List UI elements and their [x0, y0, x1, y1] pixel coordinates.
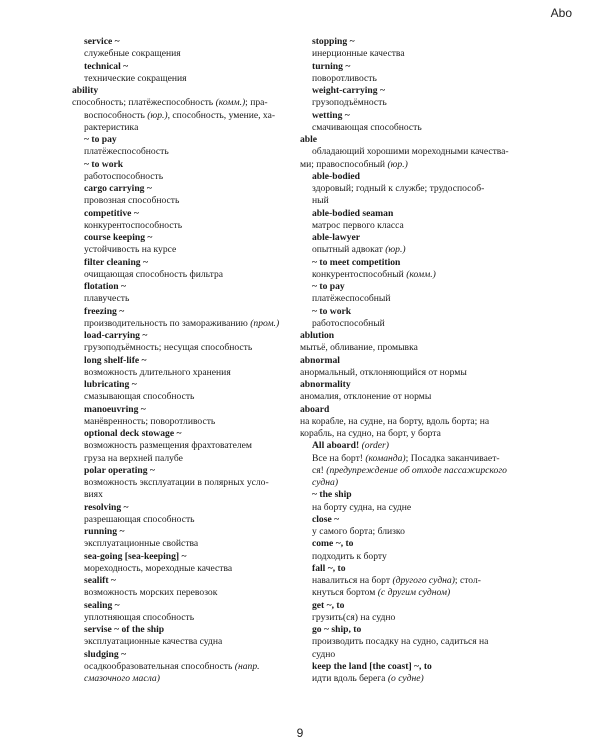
entry-text: разрешающая способность — [84, 513, 195, 525]
entry-text: эксплуатационные свойства — [84, 538, 199, 550]
entry-text: очищающая способность фильтра — [84, 268, 224, 280]
entry-text: able-lawyer — [312, 232, 360, 243]
usage-note: (другого судна) — [392, 575, 455, 586]
entry-text: competitive ~ — [84, 207, 139, 219]
subentry — [72, 502, 300, 514]
entry-text: смазывающая способность — [84, 391, 195, 403]
entry-text: able — [300, 134, 318, 145]
entry-text: ablution — [300, 330, 335, 341]
entry-text: filter cleaning ~ — [84, 256, 148, 268]
usage-note: смазочного масла) — [84, 673, 160, 684]
entry-text: способность; платёжеспособность — [72, 97, 216, 109]
usage-note: (предупреждение об отходе пассажирского — [326, 464, 507, 476]
definition-line — [300, 97, 528, 109]
headword — [300, 330, 528, 342]
subentry — [72, 355, 300, 367]
entry-text: sealift ~ — [84, 575, 116, 586]
subentry — [72, 465, 300, 477]
entry-text: смачивающая способность — [312, 121, 422, 133]
entry-text: анормальный, отклоняющийся от нормы — [300, 366, 467, 378]
entry-text: матрос первого класса — [312, 219, 404, 231]
entry-text: manoeuvring ~ — [84, 403, 146, 415]
definition-line — [72, 563, 300, 575]
definition-line — [72, 318, 300, 330]
entry-text: уплотняющая способность — [84, 611, 195, 623]
subentry — [300, 306, 528, 318]
definition-line — [72, 342, 300, 354]
entry-text: провозная способность — [84, 195, 180, 207]
subentry — [72, 428, 300, 440]
subentry — [72, 61, 300, 73]
usage-note: судна) — [312, 477, 339, 488]
definition-line — [72, 244, 300, 256]
entry-text: course keeping ~ — [84, 232, 153, 243]
subentry — [300, 232, 528, 244]
subentry — [300, 661, 528, 673]
entry-text: аномалия, отклонение от нормы — [300, 391, 432, 403]
entry-text: sealing ~ — [84, 599, 120, 611]
definition-line — [300, 673, 528, 685]
entry-text: работоспособный — [312, 317, 385, 329]
definition-line — [300, 551, 528, 563]
entry-text: abnormality — [300, 379, 351, 390]
usage-note: (юр.) — [147, 109, 168, 121]
subentry — [300, 61, 528, 73]
subentry — [72, 379, 300, 391]
subentry — [300, 208, 528, 220]
entry-text: technical ~ — [84, 60, 129, 72]
entry-text: корабль, на судно, на борт, у борта — [300, 428, 441, 439]
usage-note: (с другим судном) — [377, 587, 451, 599]
entry-text: load-carrying ~ — [84, 330, 148, 341]
entry-text: производительность по замораживанию — [84, 317, 251, 329]
entry-text: служебные сокращения — [84, 48, 181, 60]
subentry — [300, 257, 528, 269]
subentry — [72, 36, 300, 48]
entry-text: платёжеспособность — [84, 146, 169, 158]
entry-text: обладающий хорошими мореходными качества- — [312, 146, 509, 158]
definition-line — [72, 367, 300, 379]
definition-line — [300, 575, 528, 587]
definition-line — [300, 367, 528, 379]
definition-line — [300, 453, 528, 465]
definition-line — [300, 428, 528, 440]
entry-text: навалиться на борт — [312, 575, 393, 586]
definition-line — [72, 612, 300, 624]
entry-text: эксплуатационные качества судна — [84, 636, 223, 648]
subentry — [300, 624, 528, 636]
subentry — [72, 281, 300, 293]
definition-line — [300, 587, 528, 599]
running-head: Abo — [550, 6, 572, 20]
definition-line — [300, 122, 528, 134]
entry-text: sludging ~ — [84, 648, 127, 660]
subentry — [72, 232, 300, 244]
entry-text: мореходность, мореходные качества — [84, 562, 233, 574]
entry-text: fall ~, to — [312, 562, 346, 574]
definition-line — [300, 195, 528, 207]
definition-line — [300, 649, 528, 661]
entry-text: close ~ — [312, 513, 340, 525]
entry-text: грузоподъёмность — [312, 97, 387, 109]
entry-text: инерционные качества — [312, 48, 405, 60]
definition-line — [300, 269, 528, 281]
entry-text: ся! — [312, 464, 327, 476]
entry-text: running ~ — [84, 526, 125, 537]
usage-note: (команда) — [365, 452, 406, 464]
definition-line — [300, 465, 528, 477]
entry-text: здоровый; годный к службе; трудоспособ- — [312, 183, 485, 194]
subentry — [300, 538, 528, 550]
subentry — [72, 257, 300, 269]
headword — [300, 134, 528, 146]
definition-line — [300, 293, 528, 305]
entry-text: возможность длительного хранения — [84, 366, 231, 378]
definition-line — [72, 220, 300, 232]
definition-line — [72, 110, 300, 122]
entry-text: ~ the ship — [312, 489, 352, 501]
entry-text: able-bodied — [312, 170, 360, 182]
entry-text: optional deck stowage ~ — [84, 428, 182, 439]
subentry — [300, 563, 528, 575]
entry-text: All aboard! — [312, 440, 362, 452]
entry-text: stopping ~ — [312, 36, 355, 47]
entry-text: конкурентоспособность — [84, 219, 183, 231]
definition-line — [72, 673, 300, 685]
definition-line — [300, 636, 528, 648]
definition-line — [72, 269, 300, 281]
entry-text: груза на верхней палубе — [84, 452, 183, 464]
usage-note: (юр.) — [387, 158, 408, 170]
subentry — [72, 575, 300, 587]
definition-line — [300, 502, 528, 514]
entry-text: sea-going [sea-keeping] ~ — [84, 550, 187, 562]
entry-text: устойчивость на курсе — [84, 244, 177, 256]
subentry — [300, 514, 528, 526]
entry-text: able-bodied seaman — [312, 207, 394, 219]
entry-text: get ~, to — [312, 599, 345, 611]
entry-text: freezing ~ — [84, 305, 125, 317]
headword — [300, 404, 528, 416]
subentry — [300, 85, 528, 97]
entry-text: ~ to pay — [84, 134, 117, 145]
definition-line — [300, 183, 528, 195]
entry-text: keep the land [the coast] ~, to — [312, 660, 432, 672]
entry-text: servise ~ of the ship — [84, 624, 165, 635]
subentry — [300, 36, 528, 48]
entry-text: плавучесть — [84, 293, 130, 305]
definition-line — [72, 416, 300, 428]
definition-line — [300, 526, 528, 538]
definition-line — [300, 244, 528, 256]
left-column — [72, 36, 300, 685]
entry-text: рактеристика — [84, 121, 139, 133]
definition-line — [72, 661, 300, 673]
entry-text: поворотливость — [312, 72, 377, 84]
subentry — [300, 600, 528, 612]
definition-line — [300, 391, 528, 403]
entry-text: подходить к борту — [312, 550, 387, 562]
entry-text: cargo carrying ~ — [84, 183, 152, 194]
subentry — [300, 171, 528, 183]
definition-line — [72, 73, 300, 85]
definition-line — [300, 612, 528, 624]
entry-text: go ~ ship, to — [312, 624, 362, 635]
entry-text: polar operating ~ — [84, 464, 155, 476]
headword — [72, 85, 300, 97]
definition-line — [72, 440, 300, 452]
usage-note: (напр. — [234, 660, 260, 672]
entry-text: lubricating ~ — [84, 379, 137, 390]
entry-text: на корабле, на судне, на борту, вдоль борта; на — [300, 415, 490, 427]
entry-text: осадкообразовательная способность — [84, 660, 235, 672]
entry-text: service ~ — [84, 36, 120, 47]
entry-text: ~ to work — [312, 305, 352, 317]
definition-line — [72, 97, 300, 109]
entry-text-cont: ; пра- — [245, 97, 268, 109]
usage-note: (order) — [361, 440, 389, 452]
definition-line — [300, 146, 528, 158]
subentry — [72, 183, 300, 195]
definition-line — [72, 391, 300, 403]
page-number: 9 — [296, 726, 304, 740]
subentry — [72, 624, 300, 636]
entry-text: опытный адвокат — [312, 244, 386, 256]
subentry — [72, 306, 300, 318]
subentry — [300, 110, 528, 122]
entry-text-cont: ; стол- — [454, 575, 481, 586]
usage-note: (пром.) — [250, 317, 280, 329]
entry-text: long shelf-life ~ — [84, 354, 147, 366]
definition-line — [72, 171, 300, 183]
entry-text: технические сокращения — [84, 72, 187, 84]
subentry — [72, 134, 300, 146]
entry-text: abnormal — [300, 354, 340, 366]
subentry — [72, 551, 300, 563]
entry-text: конкурентоспособный — [312, 268, 407, 280]
entry-text: работоспособность — [84, 170, 164, 182]
entry-text: у самого борта; близко — [312, 526, 405, 537]
entry-text: turning ~ — [312, 60, 351, 72]
definition-line — [72, 48, 300, 60]
headword — [300, 379, 528, 391]
entry-text: resolving ~ — [84, 501, 129, 513]
definition-line — [72, 195, 300, 207]
definition-line — [72, 538, 300, 550]
entry-text: возможность размещения фрахтователем — [84, 440, 253, 452]
definition-line — [72, 293, 300, 305]
definition-line — [72, 636, 300, 648]
entry-text: виях — [84, 489, 103, 501]
entry-text: aboard — [300, 403, 330, 415]
definition-line — [300, 159, 528, 171]
subentry — [72, 600, 300, 612]
definition-line — [300, 416, 528, 428]
definition-line — [72, 514, 300, 526]
entry-text: судно — [312, 648, 336, 660]
entry-text: идти вдоль берега — [312, 673, 388, 684]
definition-line — [72, 477, 300, 489]
entry-text: возможность морских перевозок — [84, 587, 218, 599]
definition-line — [300, 73, 528, 85]
subentry — [300, 440, 528, 452]
definition-line — [300, 220, 528, 232]
subentry — [72, 330, 300, 342]
entry-text: воспособность — [84, 109, 148, 121]
definition-line — [72, 122, 300, 134]
entry-text: come ~, to — [312, 538, 354, 550]
subentry — [300, 281, 528, 293]
entry-text: ~ to work — [84, 158, 124, 170]
subentry — [72, 526, 300, 538]
definition-line — [72, 146, 300, 158]
definition-line — [72, 489, 300, 501]
entry-text: ми; правоспособный — [300, 158, 388, 170]
entry-text: производить посадку на судно, садиться на — [312, 636, 489, 648]
entry-text-cont: , способность, умение, ха- — [167, 109, 276, 121]
subentry — [72, 404, 300, 416]
entry-text: возможность эксплуатации в полярных усло- — [84, 477, 269, 488]
entry-text: грузоподъёмность; несущая способность — [84, 342, 253, 354]
entry-text: wetting ~ — [312, 109, 350, 121]
definition-line — [300, 318, 528, 330]
headword — [300, 355, 528, 367]
entry-text: ability — [72, 85, 99, 96]
subentry — [72, 649, 300, 661]
subentry — [300, 489, 528, 501]
right-column — [300, 36, 528, 685]
definition-line — [300, 48, 528, 60]
subentry — [72, 208, 300, 220]
entry-text: грузить(ся) на судно — [312, 611, 396, 623]
entry-text: платёжеспособный — [312, 293, 391, 305]
entry-text: мытьё, обливание, промывка — [300, 342, 418, 354]
usage-note: (комм.) — [215, 97, 246, 109]
entry-text: кнуться бортом — [312, 587, 378, 599]
definition-line — [72, 453, 300, 465]
definition-line — [72, 587, 300, 599]
entry-text: weight-carrying ~ — [312, 85, 385, 96]
entry-text: flotation ~ — [84, 281, 127, 292]
definition-line — [300, 342, 528, 354]
entry-text: манёвренность; поворотливость — [84, 415, 216, 427]
usage-note: (комм.) — [406, 268, 436, 280]
definition-line — [300, 477, 528, 489]
entry-text: на борту судна, на судне — [312, 501, 412, 513]
entry-text-cont: ; Посадка заканчивает- — [405, 452, 500, 464]
subentry — [72, 159, 300, 171]
entry-text: ~ to pay — [312, 281, 345, 292]
entry-text: Все на борт! — [312, 452, 366, 464]
entry-text: ный — [312, 195, 329, 207]
usage-note: (юр.) — [385, 244, 406, 256]
usage-note: (о судне) — [387, 673, 424, 684]
entry-text: ~ to meet competition — [312, 256, 401, 268]
